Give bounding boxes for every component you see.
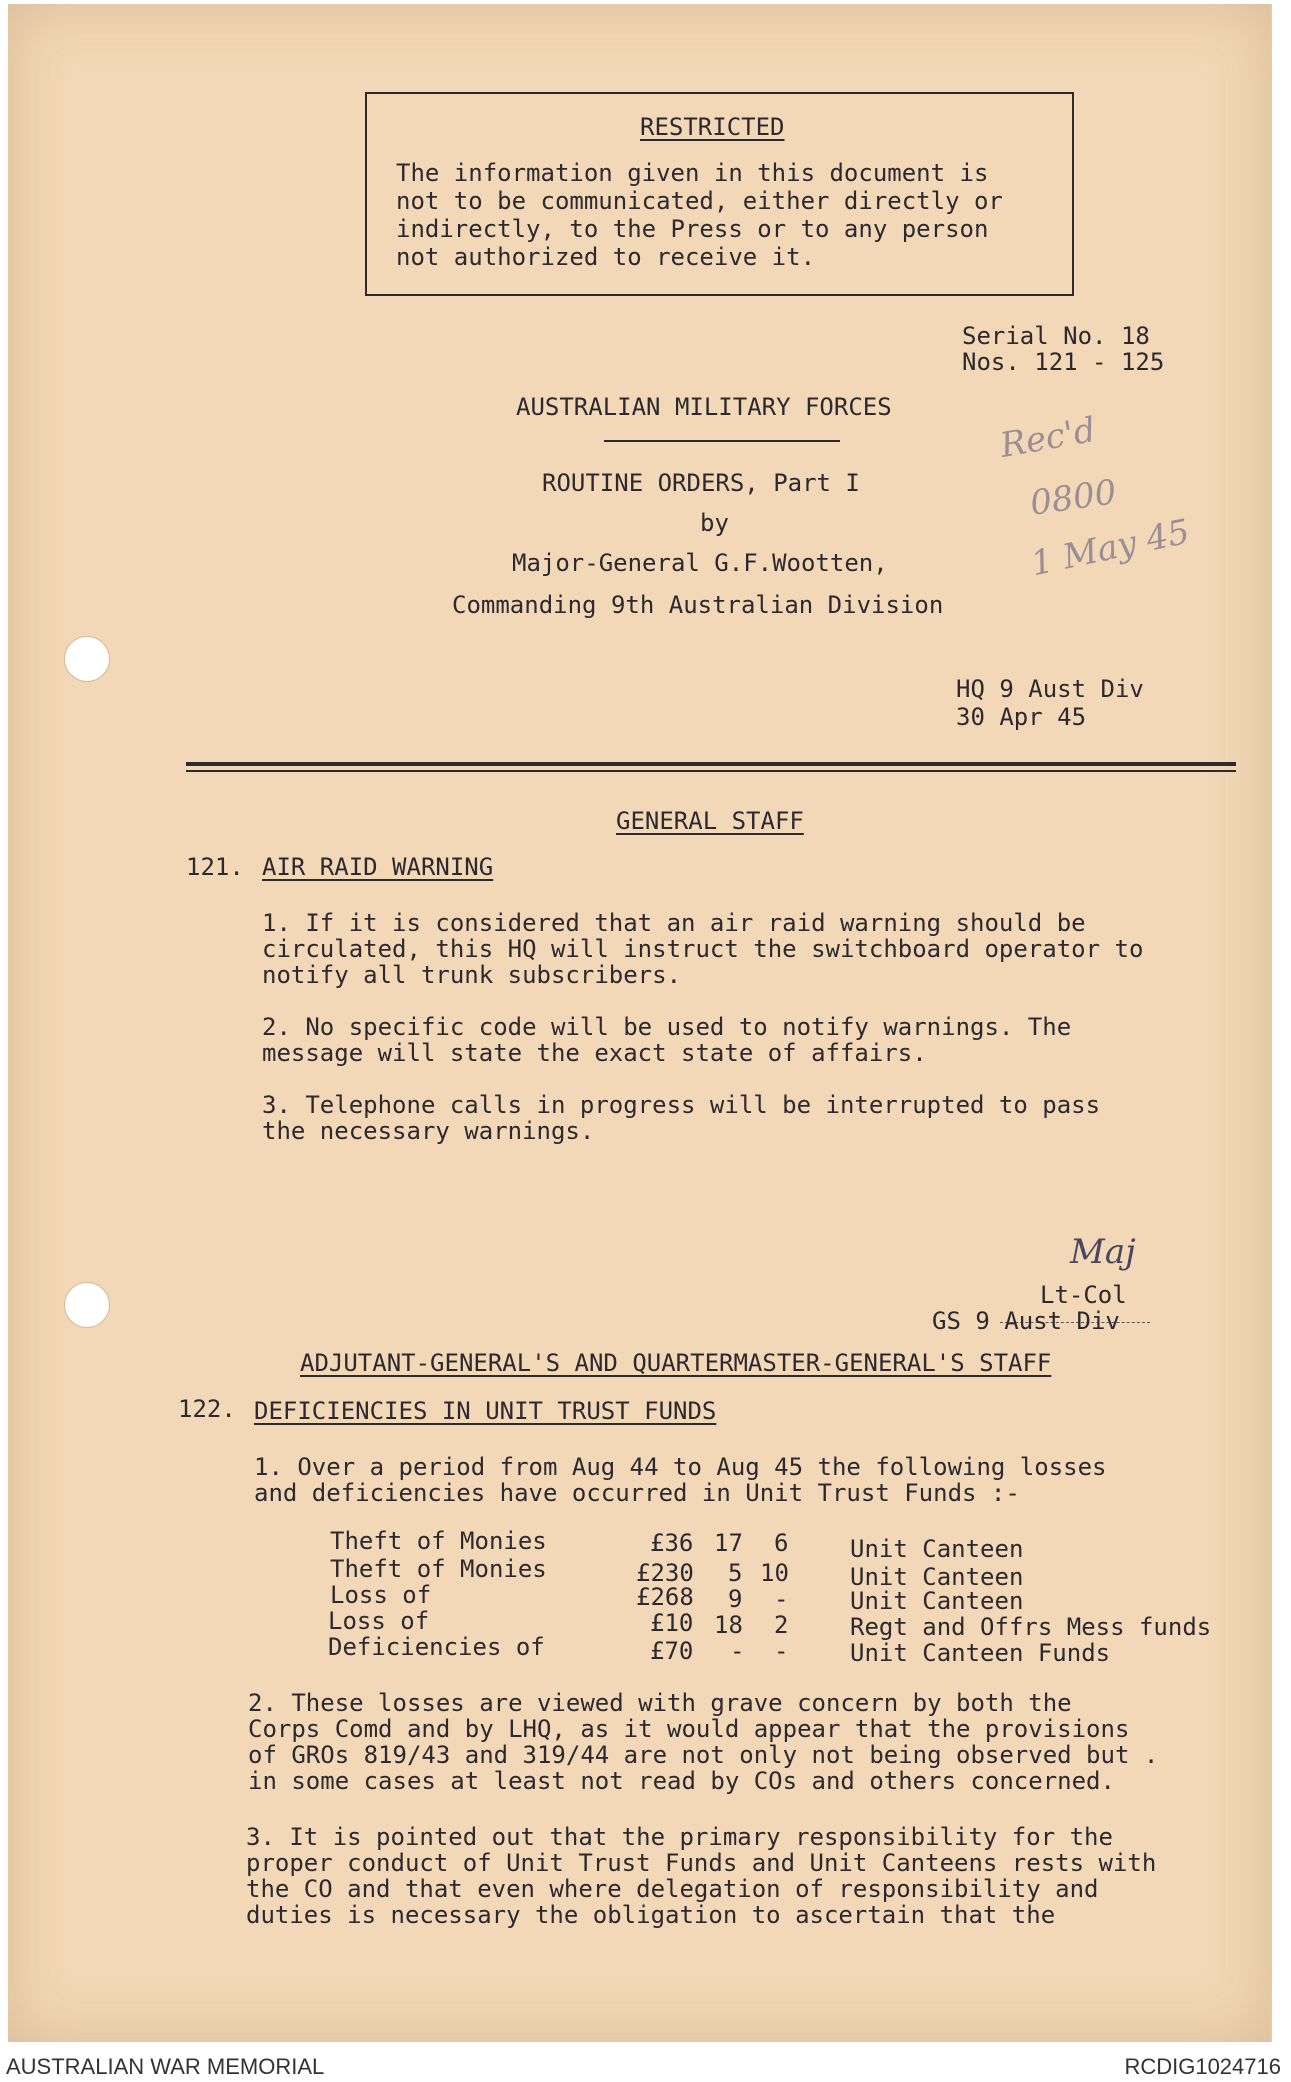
loss-pounds: £230	[636, 1559, 694, 1587]
paragraph-line: 2. These losses are viewed with grave concern by both the	[248, 1689, 1072, 1717]
section-rule	[186, 770, 1236, 772]
loss-pounds: £36	[650, 1529, 694, 1557]
loss-shillings: 5	[728, 1559, 743, 1587]
paragraph-line: circulated, this HQ will instruct the switchboard operator to	[262, 935, 1144, 963]
loss-fund: Unit Canteen	[850, 1563, 1024, 1591]
signature-rank: Lt-Col	[1040, 1281, 1127, 1309]
archive-name: AUSTRALIAN WAR MEMORIAL	[6, 2054, 325, 2079]
order-numbers: Nos. 121 - 125	[962, 348, 1165, 376]
received-note: 0800	[1027, 472, 1119, 524]
loss-type: Theft of Monies	[330, 1555, 547, 1583]
paragraph-line: proper conduct of Unit Trust Funds and Unit Canteens rests with	[246, 1849, 1157, 1877]
paragraph-line: in some cases at least not read by COs and others concerned.	[248, 1767, 1115, 1795]
loss-pence: 2	[774, 1611, 789, 1639]
commander-name: Major-General G.F.Wootten,	[512, 549, 888, 577]
item-number: 122.	[178, 1395, 236, 1423]
paragraph-line: 1. If it is considered that an air raid warning should be	[262, 909, 1086, 937]
item-title: DEFICIENCIES IN UNIT TRUST FUNDS	[254, 1397, 717, 1425]
paragraph-line: the CO and that even where delegation of responsibility and	[246, 1875, 1099, 1903]
loss-shillings: 9	[728, 1585, 743, 1613]
signature-unit: GS 9 Aust Div	[932, 1307, 1120, 1335]
loss-pounds: £268	[636, 1583, 694, 1611]
item-title: AIR RAID WARNING	[262, 853, 494, 881]
hq-date: 30 Apr 45	[956, 703, 1087, 731]
archive-footer	[0, 2044, 1291, 2082]
hq-location: HQ 9 Aust Div	[956, 675, 1144, 703]
loss-pence: -	[774, 1637, 789, 1665]
ag-qmg-heading: ADJUTANT-GENERAL'S AND QUARTERMASTER-GENERAL'S STAFF	[300, 1349, 1052, 1377]
restricted-line: not authorized to receive it.	[396, 243, 816, 271]
loss-fund: Unit Canteen	[850, 1587, 1024, 1615]
punch-hole	[64, 636, 110, 682]
loss-type: Theft of Monies	[330, 1527, 547, 1555]
paragraph-line: the necessary warnings.	[262, 1117, 595, 1145]
orders-title: ROUTINE ORDERS, Part I	[542, 469, 860, 497]
loss-type: Loss of	[328, 1607, 430, 1635]
loss-pounds: £70	[650, 1637, 694, 1665]
loss-pence: 10	[760, 1559, 789, 1587]
paragraph-line: notify all trunk subscribers.	[262, 961, 682, 989]
restricted-line: The information given in this document is	[396, 159, 989, 187]
paragraph-line: and deficiencies have occurred in Unit Trust Funds :-	[254, 1479, 1020, 1507]
loss-fund: Unit Canteen Funds	[850, 1639, 1111, 1667]
loss-pence: -	[774, 1585, 789, 1613]
loss-type: Deficiencies of	[328, 1633, 545, 1661]
paragraph-line: of GROs 819/43 and 319/44 are not only not being observed but .	[248, 1741, 1159, 1769]
serial-number: Serial No. 18	[962, 322, 1150, 350]
loss-fund: Unit Canteen	[850, 1535, 1024, 1563]
signature-handwritten: Maj	[1070, 1232, 1136, 1272]
loss-pounds: £10	[650, 1609, 694, 1637]
section-rule	[186, 762, 1236, 766]
loss-pence: 6	[774, 1529, 789, 1557]
restricted-line: indirectly, to the Press or to any person	[396, 215, 989, 243]
paragraph-line: message will state the exact state of affairs.	[262, 1039, 927, 1067]
forces-title: AUSTRALIAN MILITARY FORCES	[516, 393, 892, 421]
restricted-line: not to be communicated, either directly or	[396, 187, 1003, 215]
loss-fund: Regt and Offrs Mess funds	[850, 1613, 1212, 1641]
title-divider	[604, 440, 840, 442]
received-note: 1 May 45	[1027, 511, 1194, 585]
orders-by: by	[700, 509, 729, 537]
restricted-title: RESTRICTED	[640, 113, 785, 141]
archive-id: RCDIG1024716	[1124, 2054, 1281, 2079]
loss-shillings: 18	[714, 1611, 743, 1639]
punch-hole	[64, 1282, 110, 1328]
loss-shillings: -	[730, 1637, 745, 1665]
general-staff-heading: GENERAL STAFF	[616, 807, 804, 835]
paragraph-line: 2. No specific code will be used to notify warnings. The	[262, 1013, 1072, 1041]
paragraph-line: 3. Telephone calls in progress will be interrupted to pass	[262, 1091, 1101, 1119]
paragraph-line: Corps Comd and by LHQ, as it would appear that the provisions	[248, 1715, 1130, 1743]
loss-type: Loss of	[330, 1581, 432, 1609]
loss-shillings: 17	[714, 1529, 743, 1557]
paragraph-line: 3. It is pointed out that the primary responsibility for the	[246, 1823, 1113, 1851]
received-note: Rec'd	[997, 409, 1099, 467]
paragraph-line: duties is necessary the obligation to ascertain that the	[246, 1901, 1056, 1929]
paragraph-line: 1. Over a period from Aug 44 to Aug 45 the following losses	[254, 1453, 1107, 1481]
command-title: Commanding 9th Australian Division	[452, 591, 944, 619]
item-number: 121.	[186, 853, 244, 881]
